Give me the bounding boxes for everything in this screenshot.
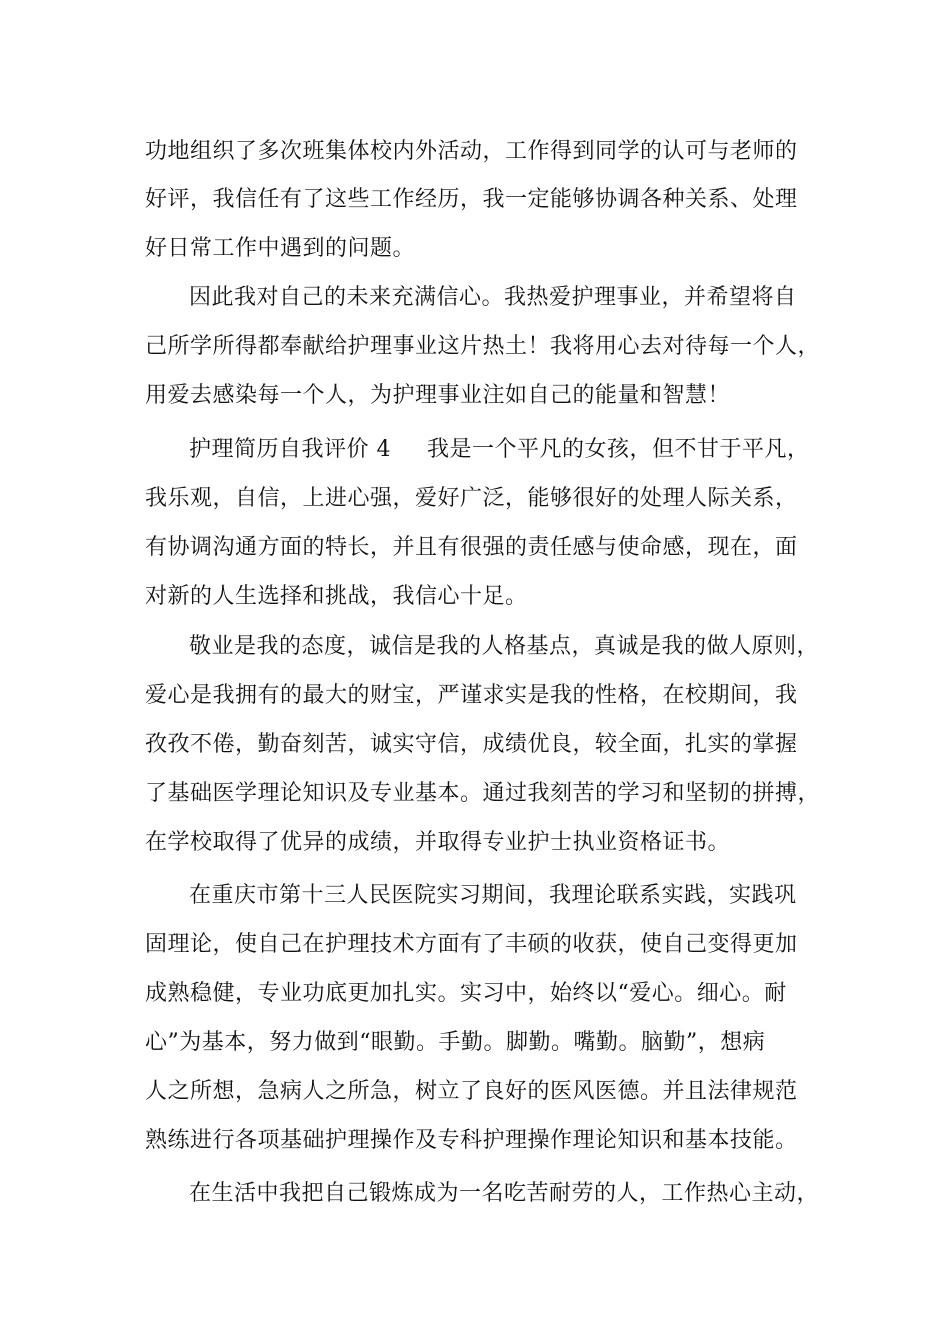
paragraph-line: 孜孜不倦，勤奋刻苦，诚实守信，成绩优良，较全面，扎实的掌握 (145, 732, 798, 757)
paragraph-line: 对新的人生选择和挑战，我信心十足。 (145, 584, 528, 609)
paragraph-line: 成熟稳健，专业功底更加扎实。实习中，始终以“爱心。细心。耐 (145, 981, 787, 1006)
section-heading-line (189, 435, 829, 465)
paragraph-line: 在生活中我把自己锻炼成为一名吃苦耐劳的人，工作热心主动， (189, 1181, 820, 1206)
paragraph-line: 固理论，使自己在护理技术方面有了丰硕的收获，使自己变得更加 (145, 932, 798, 957)
paragraph-line: 在学校取得了优异的成绩，并取得专业护士执业资格证书。 (145, 830, 731, 855)
paragraph-line: 己所学所得都奉献给护理事业这片热土！我将用心去对待每一个人， (145, 334, 821, 359)
paragraph-text: 我是一个平凡的女孩，但不甘于平凡， (427, 437, 810, 462)
paragraph-line: 爱心是我拥有的最大的财宝，严谨求实是我的性格，在校期间，我 (145, 683, 798, 708)
section-heading: 护理简历自我评价 4 (189, 437, 391, 462)
paragraph-line: 我乐观，自信，上进心强，爱好广泛，能够很好的处理人际关系， (145, 486, 798, 511)
paragraph-line: 在重庆市第十三人民医院实习期间，我理论联系实践，实践巩 (189, 883, 797, 908)
paragraph-line: 用爱去感染每一个人，为护理事业注如自己的能量和智慧！ (145, 383, 731, 408)
paragraph-line: 了基础医学理论知识及专业基本。通过我刻苦的学习和坚韧的拼搏， (145, 781, 821, 806)
paragraph-line: 有协调沟通方面的特长，并且有很强的责任感与使命感，现在，面 (145, 535, 798, 560)
paragraph-line: 好日常工作中遇到的问题。 (145, 236, 416, 261)
paragraph-line: 敬业是我的态度，诚信是我的人格基点，真诚是我的做人原则， (189, 634, 820, 659)
paragraph-line: 因此我对自己的未来充满信心。我热爱护理事业，并希望将自 (189, 285, 797, 310)
paragraph-line: 好评，我信任有了这些工作经历，我一定能够协调各种关系、处理 (145, 187, 798, 212)
paragraph-line: 人之所想，急病人之所急，树立了良好的医风医德。并且法律规范 (145, 1079, 798, 1104)
paragraph-line: 心”为基本，努力做到“眼勤。手勤。脚勤。嘴勤。脑勤”，想病 (145, 1030, 766, 1055)
paragraph-line: 熟练进行各项基础护理操作及专科护理操作理论知识和基本技能。 (145, 1128, 798, 1153)
paragraph-line: 功地组织了多次班集体校内外活动，工作得到同学的认可与老师的 (145, 139, 798, 164)
